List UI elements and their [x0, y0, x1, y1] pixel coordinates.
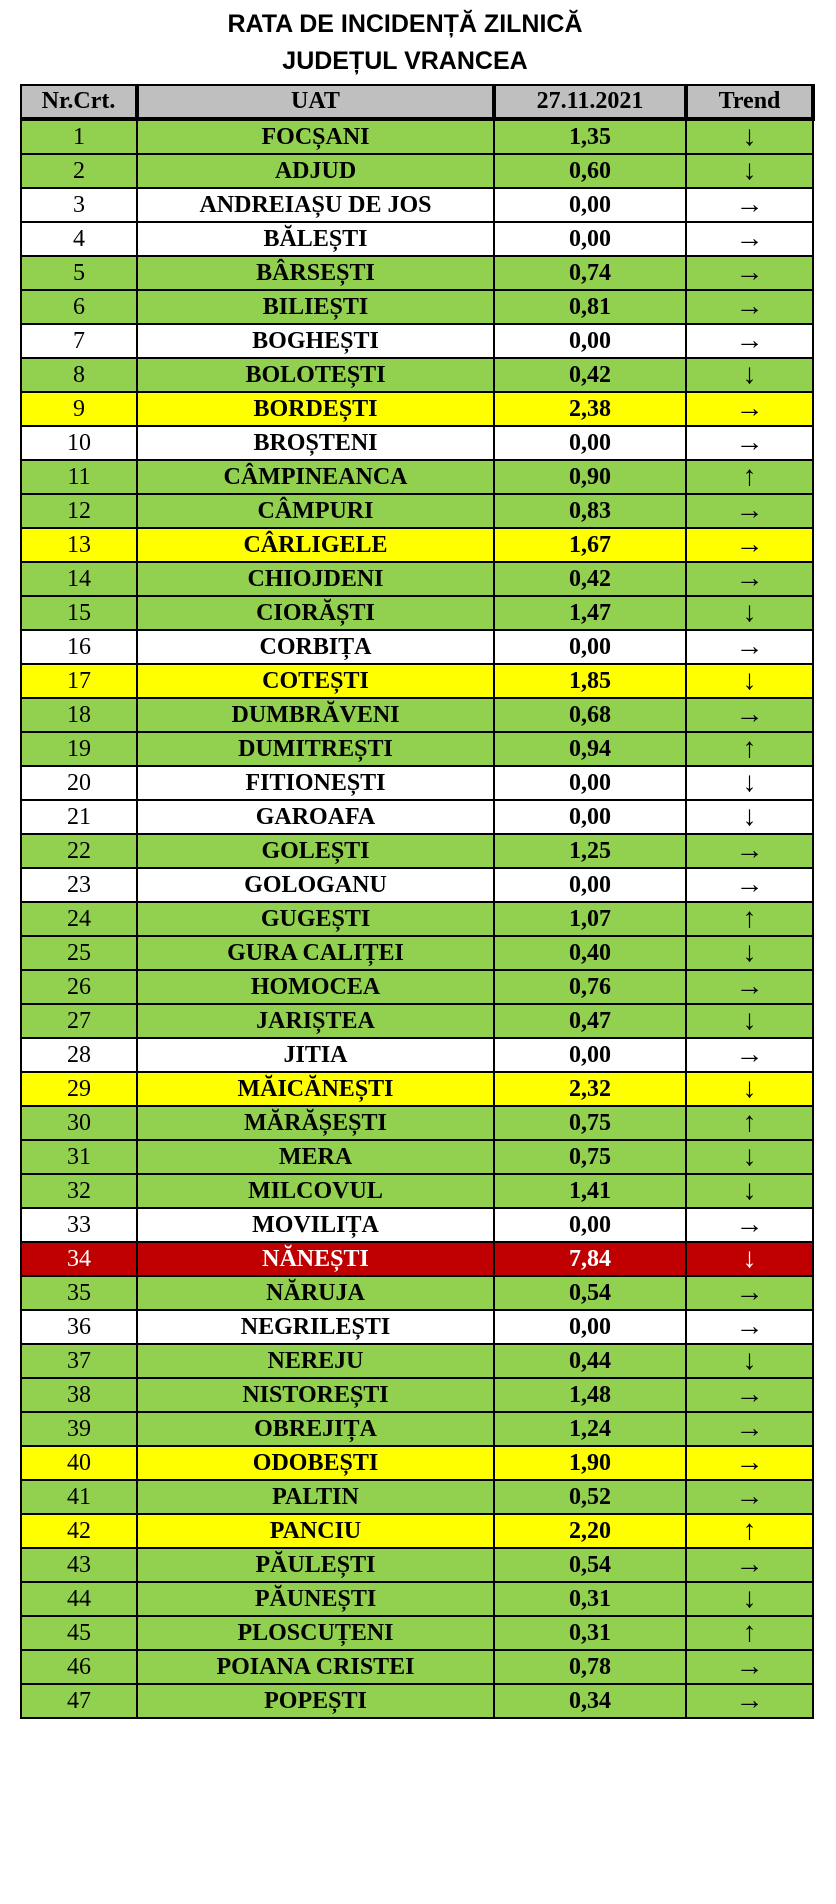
row-rate-cell: 0,00 — [494, 426, 686, 460]
row-trend-cell: ↓ — [686, 1072, 813, 1106]
row-rate-cell: 0,76 — [494, 970, 686, 1004]
table-row — [21, 1072, 813, 1106]
row-rate-cell: 0,90 — [494, 460, 686, 494]
row-rate-cell: 0,83 — [494, 494, 686, 528]
row-uat-cell: FITIONEȘTI — [137, 766, 494, 800]
row-trend-cell: → — [686, 562, 813, 596]
row-trend-cell: ↑ — [686, 1106, 813, 1140]
row-nr-cell: 10 — [21, 426, 137, 460]
table-row — [21, 562, 813, 596]
row-uat-cell: MILCOVUL — [137, 1174, 494, 1208]
row-uat-cell: MĂRĂȘEȘTI — [137, 1106, 494, 1140]
row-uat-cell: HOMOCEA — [137, 970, 494, 1004]
row-trend-cell: ↓ — [686, 1004, 813, 1038]
row-uat-cell: BILIEȘTI — [137, 290, 494, 324]
row-uat-cell: ODOBEȘTI — [137, 1446, 494, 1480]
table-row — [21, 1378, 813, 1412]
row-nr-cell: 14 — [21, 562, 137, 596]
row-trend-cell: → — [686, 392, 813, 426]
row-uat-cell: GOLOGANU — [137, 868, 494, 902]
row-uat-cell: GURA CALIȚEI — [137, 936, 494, 970]
row-trend-cell: → — [686, 324, 813, 358]
row-rate-cell: 0,47 — [494, 1004, 686, 1038]
header-trend: Trend — [686, 85, 813, 119]
row-uat-cell: CORBIȚA — [137, 630, 494, 664]
row-trend-cell: ↑ — [686, 732, 813, 766]
row-nr-cell: 44 — [21, 1582, 137, 1616]
row-nr-cell: 37 — [21, 1344, 137, 1378]
table-row — [21, 732, 813, 766]
row-rate-cell: 0,00 — [494, 324, 686, 358]
row-uat-cell: BORDEȘTI — [137, 392, 494, 426]
row-rate-cell: 1,41 — [494, 1174, 686, 1208]
row-uat-cell: CÂMPURI — [137, 494, 494, 528]
table-row — [21, 936, 813, 970]
row-trend-cell: → — [686, 1038, 813, 1072]
row-nr-cell: 25 — [21, 936, 137, 970]
table-row — [21, 119, 813, 154]
row-rate-cell: 0,60 — [494, 154, 686, 188]
row-rate-cell: 0,54 — [494, 1276, 686, 1310]
row-rate-cell: 0,75 — [494, 1106, 686, 1140]
table-row — [21, 1548, 813, 1582]
table-row — [21, 290, 813, 324]
table-row — [21, 1242, 813, 1276]
row-uat-cell: DUMBRĂVENI — [137, 698, 494, 732]
row-trend-cell: → — [686, 868, 813, 902]
row-nr-cell: 12 — [21, 494, 137, 528]
row-rate-cell: 0,52 — [494, 1480, 686, 1514]
row-nr-cell: 7 — [21, 324, 137, 358]
row-uat-cell: BÂRSEȘTI — [137, 256, 494, 290]
table-row — [21, 154, 813, 188]
row-uat-cell: JITIA — [137, 1038, 494, 1072]
row-nr-cell: 2 — [21, 154, 137, 188]
row-trend-cell: → — [686, 1378, 813, 1412]
table-row — [21, 1276, 813, 1310]
table-header-row — [21, 85, 813, 119]
row-trend-cell: → — [686, 1310, 813, 1344]
row-rate-cell: 0,40 — [494, 936, 686, 970]
row-rate-cell: 0,00 — [494, 630, 686, 664]
row-trend-cell: ↓ — [686, 800, 813, 834]
row-rate-cell: 0,42 — [494, 562, 686, 596]
row-uat-cell: MOVILIȚA — [137, 1208, 494, 1242]
table-row — [21, 1582, 813, 1616]
table-row — [21, 698, 813, 732]
row-uat-cell: BROȘTENI — [137, 426, 494, 460]
row-nr-cell: 9 — [21, 392, 137, 426]
row-uat-cell: FOCȘANI — [137, 119, 494, 154]
table-row — [21, 426, 813, 460]
row-trend-cell: → — [686, 1276, 813, 1310]
row-trend-cell: ↓ — [686, 358, 813, 392]
row-uat-cell: ANDREIAȘU DE JOS — [137, 188, 494, 222]
row-rate-cell: 1,48 — [494, 1378, 686, 1412]
row-trend-cell: → — [686, 1684, 813, 1718]
row-nr-cell: 45 — [21, 1616, 137, 1650]
row-uat-cell: ADJUD — [137, 154, 494, 188]
row-nr-cell: 20 — [21, 766, 137, 800]
row-nr-cell: 39 — [21, 1412, 137, 1446]
row-trend-cell: ↓ — [686, 1344, 813, 1378]
table-row — [21, 766, 813, 800]
row-nr-cell: 26 — [21, 970, 137, 1004]
row-nr-cell: 28 — [21, 1038, 137, 1072]
table-row — [21, 324, 813, 358]
row-trend-cell: ↑ — [686, 1616, 813, 1650]
row-trend-cell: ↓ — [686, 766, 813, 800]
row-nr-cell: 35 — [21, 1276, 137, 1310]
row-nr-cell: 8 — [21, 358, 137, 392]
row-uat-cell: NISTOREȘTI — [137, 1378, 494, 1412]
row-rate-cell: 2,38 — [494, 392, 686, 426]
table-row — [21, 1684, 813, 1718]
table-row — [21, 970, 813, 1004]
row-uat-cell: GAROAFA — [137, 800, 494, 834]
table-row — [21, 1616, 813, 1650]
table-row — [21, 868, 813, 902]
row-trend-cell: ↓ — [686, 154, 813, 188]
row-trend-cell: ↑ — [686, 1514, 813, 1548]
row-nr-cell: 1 — [21, 119, 137, 154]
row-rate-cell: 0,34 — [494, 1684, 686, 1718]
row-trend-cell: → — [686, 528, 813, 562]
row-rate-cell: 0,00 — [494, 766, 686, 800]
row-trend-cell: → — [686, 834, 813, 868]
table-row — [21, 1140, 813, 1174]
row-nr-cell: 24 — [21, 902, 137, 936]
row-rate-cell: 0,00 — [494, 1038, 686, 1072]
page-title: RATA DE INCIDENȚĂ ZILNICĂ — [227, 10, 583, 38]
row-nr-cell: 21 — [21, 800, 137, 834]
row-nr-cell: 15 — [21, 596, 137, 630]
table-row — [21, 358, 813, 392]
table-row — [21, 528, 813, 562]
row-rate-cell: 7,84 — [494, 1242, 686, 1276]
row-nr-cell: 29 — [21, 1072, 137, 1106]
row-nr-cell: 6 — [21, 290, 137, 324]
row-rate-cell: 0,31 — [494, 1582, 686, 1616]
row-nr-cell: 11 — [21, 460, 137, 494]
row-trend-cell: → — [686, 494, 813, 528]
row-trend-cell: → — [686, 698, 813, 732]
table-row — [21, 1208, 813, 1242]
row-rate-cell: 0,94 — [494, 732, 686, 766]
row-trend-cell: ↓ — [686, 1242, 813, 1276]
row-uat-cell: MĂICĂNEȘTI — [137, 1072, 494, 1106]
row-uat-cell: COTEȘTI — [137, 664, 494, 698]
row-trend-cell: → — [686, 1208, 813, 1242]
row-nr-cell: 3 — [21, 188, 137, 222]
row-nr-cell: 47 — [21, 1684, 137, 1718]
row-trend-cell: ↑ — [686, 902, 813, 936]
row-uat-cell: BĂLEȘTI — [137, 222, 494, 256]
row-uat-cell: NĂNEȘTI — [137, 1242, 494, 1276]
row-uat-cell: CHIOJDENI — [137, 562, 494, 596]
table-body — [21, 119, 813, 1718]
row-nr-cell: 19 — [21, 732, 137, 766]
row-nr-cell: 46 — [21, 1650, 137, 1684]
table-row — [21, 1480, 813, 1514]
row-uat-cell: NEREJU — [137, 1344, 494, 1378]
row-rate-cell: 0,42 — [494, 358, 686, 392]
row-trend-cell: → — [686, 290, 813, 324]
row-nr-cell: 17 — [21, 664, 137, 698]
row-rate-cell: 0,00 — [494, 188, 686, 222]
table-row — [21, 1106, 813, 1140]
row-trend-cell: ↓ — [686, 664, 813, 698]
row-uat-cell: OBREJIȚA — [137, 1412, 494, 1446]
row-rate-cell: 0,74 — [494, 256, 686, 290]
row-trend-cell: ↓ — [686, 1140, 813, 1174]
row-trend-cell: → — [686, 1548, 813, 1582]
row-rate-cell: 2,32 — [494, 1072, 686, 1106]
row-nr-cell: 16 — [21, 630, 137, 664]
row-nr-cell: 18 — [21, 698, 137, 732]
page-subtitle: JUDEȚUL VRANCEA — [282, 47, 528, 75]
row-rate-cell: 1,24 — [494, 1412, 686, 1446]
table-row — [21, 188, 813, 222]
row-trend-cell: → — [686, 222, 813, 256]
row-trend-cell: → — [686, 1446, 813, 1480]
table-row — [21, 256, 813, 290]
table-row — [21, 460, 813, 494]
header-uat: UAT — [137, 85, 494, 119]
table-row — [21, 222, 813, 256]
table-row — [21, 494, 813, 528]
row-rate-cell: 1,67 — [494, 528, 686, 562]
table-row — [21, 596, 813, 630]
row-nr-cell: 23 — [21, 868, 137, 902]
row-nr-cell: 43 — [21, 1548, 137, 1582]
row-rate-cell: 0,54 — [494, 1548, 686, 1582]
row-trend-cell: ↓ — [686, 936, 813, 970]
row-uat-cell: CÂMPINEANCA — [137, 460, 494, 494]
row-uat-cell: DUMITREȘTI — [137, 732, 494, 766]
row-uat-cell: BOGHEȘTI — [137, 324, 494, 358]
row-rate-cell: 1,07 — [494, 902, 686, 936]
row-uat-cell: PANCIU — [137, 1514, 494, 1548]
row-uat-cell: NEGRILEȘTI — [137, 1310, 494, 1344]
row-nr-cell: 4 — [21, 222, 137, 256]
row-rate-cell: 0,75 — [494, 1140, 686, 1174]
row-uat-cell: CÂRLIGELE — [137, 528, 494, 562]
row-uat-cell: PĂUNEȘTI — [137, 1582, 494, 1616]
row-trend-cell: → — [686, 426, 813, 460]
row-uat-cell: PĂULEȘTI — [137, 1548, 494, 1582]
row-nr-cell: 22 — [21, 834, 137, 868]
table-row — [21, 1174, 813, 1208]
row-trend-cell: ↓ — [686, 596, 813, 630]
table-row — [21, 630, 813, 664]
row-nr-cell: 38 — [21, 1378, 137, 1412]
row-uat-cell: PLOSCUȚENI — [137, 1616, 494, 1650]
row-trend-cell: ↓ — [686, 119, 813, 154]
table-row — [21, 1412, 813, 1446]
row-trend-cell: → — [686, 188, 813, 222]
table-row — [21, 800, 813, 834]
table-row — [21, 1514, 813, 1548]
row-rate-cell: 0,78 — [494, 1650, 686, 1684]
row-nr-cell: 36 — [21, 1310, 137, 1344]
row-rate-cell: 0,00 — [494, 1310, 686, 1344]
row-rate-cell: 0,00 — [494, 868, 686, 902]
row-rate-cell: 1,25 — [494, 834, 686, 868]
table-row — [21, 834, 813, 868]
row-uat-cell: PALTIN — [137, 1480, 494, 1514]
table-row — [21, 664, 813, 698]
row-trend-cell: → — [686, 630, 813, 664]
row-rate-cell: 0,44 — [494, 1344, 686, 1378]
row-uat-cell: MERA — [137, 1140, 494, 1174]
row-trend-cell: ↑ — [686, 460, 813, 494]
row-rate-cell: 1,85 — [494, 664, 686, 698]
row-nr-cell: 31 — [21, 1140, 137, 1174]
row-rate-cell: 1,35 — [494, 119, 686, 154]
row-trend-cell: → — [686, 1412, 813, 1446]
row-uat-cell: NĂRUJA — [137, 1276, 494, 1310]
header-nr: Nr.Crt. — [21, 85, 137, 119]
row-rate-cell: 2,20 — [494, 1514, 686, 1548]
row-nr-cell: 32 — [21, 1174, 137, 1208]
header-date: 27.11.2021 — [494, 85, 686, 119]
row-rate-cell: 1,47 — [494, 596, 686, 630]
row-nr-cell: 5 — [21, 256, 137, 290]
incidence-table — [20, 84, 815, 1719]
row-rate-cell: 0,81 — [494, 290, 686, 324]
row-rate-cell: 0,00 — [494, 800, 686, 834]
table-row — [21, 1004, 813, 1038]
row-uat-cell: POIANA CRISTEI — [137, 1650, 494, 1684]
row-rate-cell: 0,00 — [494, 1208, 686, 1242]
table-row — [21, 1446, 813, 1480]
row-trend-cell: ↓ — [686, 1582, 813, 1616]
table-row — [21, 902, 813, 936]
table-row — [21, 1310, 813, 1344]
row-trend-cell: → — [686, 970, 813, 1004]
row-uat-cell: BOLOTEȘTI — [137, 358, 494, 392]
row-trend-cell: → — [686, 1480, 813, 1514]
table-row — [21, 1650, 813, 1684]
row-uat-cell: GOLEȘTI — [137, 834, 494, 868]
row-trend-cell: → — [686, 256, 813, 290]
row-nr-cell: 13 — [21, 528, 137, 562]
row-nr-cell: 41 — [21, 1480, 137, 1514]
row-nr-cell: 30 — [21, 1106, 137, 1140]
row-rate-cell: 0,00 — [494, 222, 686, 256]
row-rate-cell: 0,68 — [494, 698, 686, 732]
table-row — [21, 392, 813, 426]
row-nr-cell: 34 — [21, 1242, 137, 1276]
row-rate-cell: 0,31 — [494, 1616, 686, 1650]
row-uat-cell: POPEȘTI — [137, 1684, 494, 1718]
row-uat-cell: JARIȘTEA — [137, 1004, 494, 1038]
row-nr-cell: 42 — [21, 1514, 137, 1548]
row-nr-cell: 27 — [21, 1004, 137, 1038]
row-uat-cell: GUGEȘTI — [137, 902, 494, 936]
row-rate-cell: 1,90 — [494, 1446, 686, 1480]
row-uat-cell: CIORĂȘTI — [137, 596, 494, 630]
table-row — [21, 1344, 813, 1378]
row-nr-cell: 33 — [21, 1208, 137, 1242]
row-nr-cell: 40 — [21, 1446, 137, 1480]
row-trend-cell: → — [686, 1650, 813, 1684]
row-trend-cell: ↓ — [686, 1174, 813, 1208]
table-row — [21, 1038, 813, 1072]
